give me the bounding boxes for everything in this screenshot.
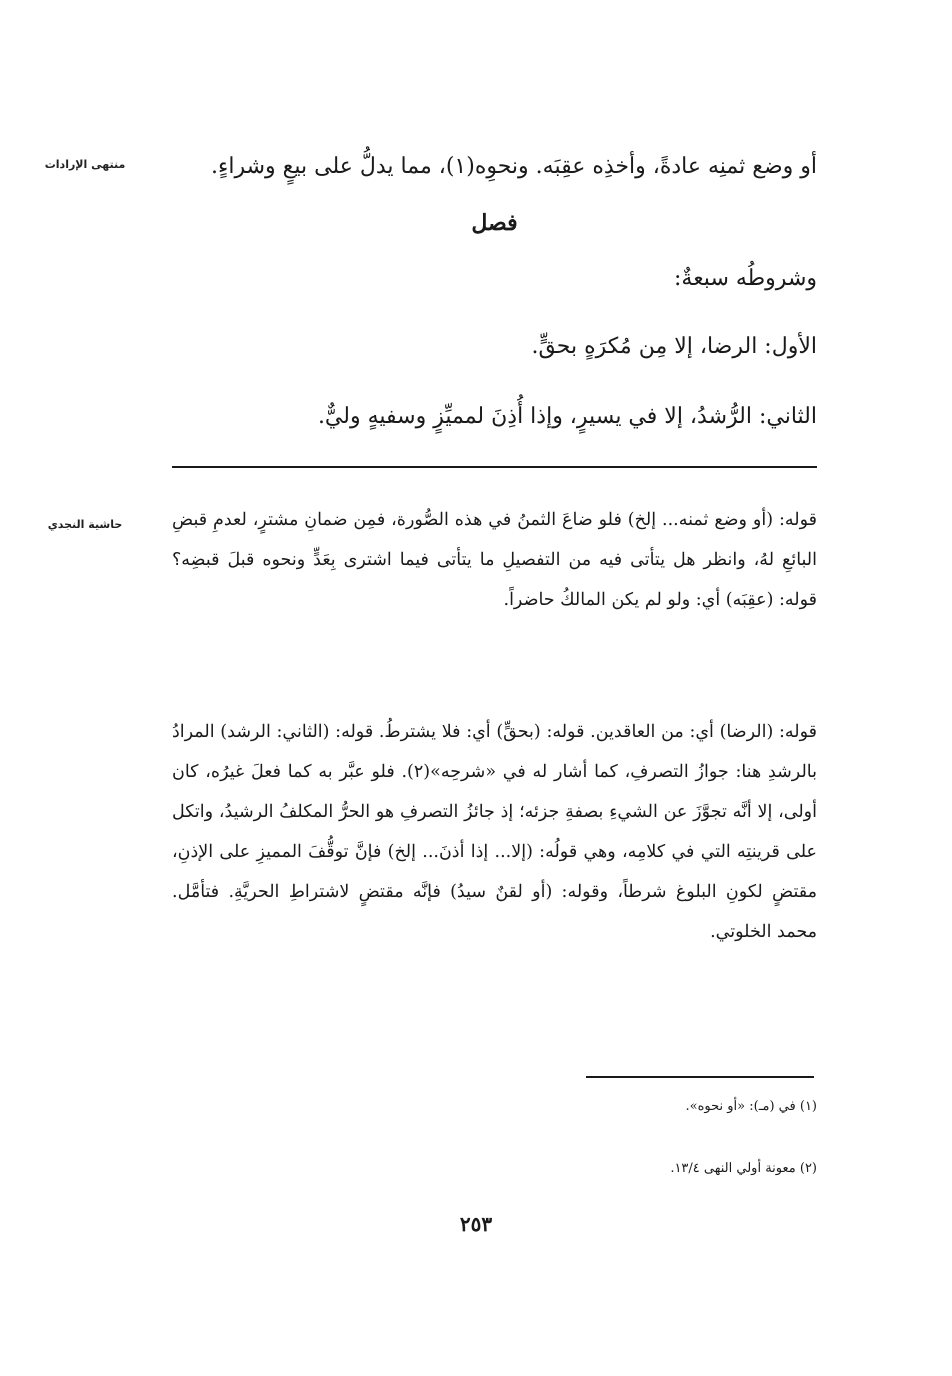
commentary-block	[172, 500, 817, 620]
footnote-divider	[586, 1076, 814, 1078]
commentary-paragraph-1: قوله: (أو وضع ثمنه... إلخ) فلو ضاعَ الثمنُ في هذه الصُّورة، فمِن ضمانِ مشترٍ، لعدمِ قبضِ البائعِ لهُ، وانظر هل يتأتى فيه من التفصيلِ ما يتأتى فيما اشترى بِعَدٍّ ونحوه قبلَ قبضِه؟ قوله: (عقِبَه) أي: ولو لم يكن المالكُ حاضراً.	[172, 510, 817, 610]
main-text-line-3: الأول: الرضا، إلا مِن مُكرَهٍ بحقٍّ.	[531, 334, 817, 359]
margin-label-source: منتهى الإرادات	[44, 158, 126, 171]
commentary-paragraph-2: قوله: (الرضا) أي: من العاقدين. قوله: (بحقٍّ) أي: فلا يشترطُ. قوله: (الثاني: الرشد) المرادُ بالرشدِ هنا: جوازُ التصرفِ، كما أشار له في «شرحِه»(٢). فلو عبَّر به كما فعلَ غيرُه، كان أولى، إلا أنَّه تجوَّزَ عن الشيءِ بصفةِ جزئه؛ إذ جائزُ التصرفِ هو الحرُّ المكلفُ الرشيدُ، واتكل على قرينتِه التي في كلامِه، وهي قولُه: (إلا... إذا أذنَ... إلخ) فإنَّ توقُّفَ المميزِ على الإذنِ، مقتضٍ لكونِ البلوغ شرطاً، وقوله: (أو لقنٌ سيدُ) فإنَّه مقتضٍ لاشتراطِ الحريَّةِ. فتأمَّل. محمد الخلوتي.	[172, 722, 817, 942]
footnote-1: (١) في (مـ): «أو نحوه».	[685, 1099, 817, 1114]
main-text-line-4: الثاني: الرُّشدُ، إلا في يسيرٍ، وإذا أُذِنَ لمميِّزٍ وسفيهٍ وليٌّ.	[317, 404, 817, 429]
section-divider	[172, 466, 817, 468]
footnote-2: (٢) معونة أولي النهى ١٣/٤.	[670, 1161, 817, 1176]
main-text-line-2: وشروطُه سبعةٌ:	[673, 266, 817, 291]
main-text-line-1: أو وضع ثمنِه عادةً، وأخذِه عقِبَه. ونحوِه(١)، مما يدلُّ على بيعٍ وشراءٍ.	[211, 154, 817, 179]
page-number: ٢٥٣	[459, 1212, 493, 1236]
commentary-block-2	[172, 712, 817, 952]
section-heading: فصل	[471, 210, 518, 236]
margin-label-commentary: حاشية النجدي	[47, 518, 123, 531]
